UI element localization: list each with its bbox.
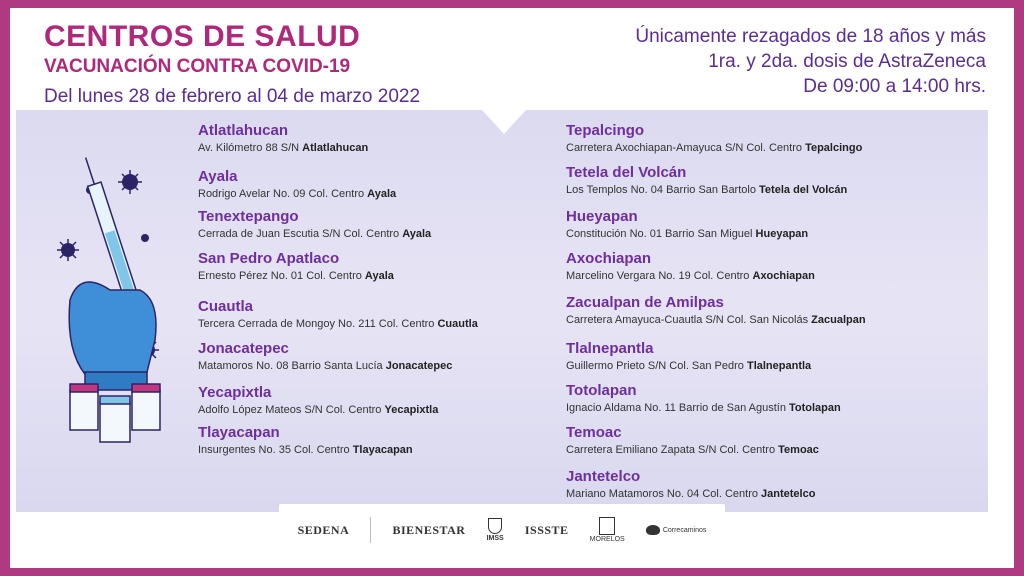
center-street: Mariano Matamoros No. 04 Col. Centro <box>566 488 758 500</box>
center-entry <box>198 384 438 416</box>
center-address <box>198 404 438 416</box>
center-town: Tlalnepantla <box>746 360 812 372</box>
center-town: Totolapan <box>789 402 841 414</box>
panel-notch <box>482 110 526 134</box>
center-town: Cuautla <box>437 318 478 330</box>
center-address <box>566 228 808 240</box>
logos-footer <box>279 504 725 556</box>
imss-label: IMSS <box>486 535 504 542</box>
center-street: Ernesto Pérez No. 01 Col. Centro <box>198 270 362 282</box>
center-town: Temoac <box>778 444 819 456</box>
center-name: San Pedro Apatlaco <box>198 250 340 267</box>
center-address <box>566 314 866 326</box>
info-line-3: De 09:00 a 14:00 hrs. <box>803 76 986 97</box>
center-address <box>566 270 815 282</box>
center-name: Tenextepango <box>198 208 299 225</box>
sedena-logo <box>298 523 350 538</box>
center-town: Tepalcingo <box>805 142 863 154</box>
center-town: Atlatlahucan <box>302 142 369 154</box>
info-line-1: Únicamente rezagados de 18 años y más <box>635 26 986 47</box>
center-name: Tlalnepantla <box>566 340 654 357</box>
center-address <box>566 444 819 456</box>
subtitle: VACUNACIÓN CONTRA COVID-19 <box>44 56 351 77</box>
center-street: Rodrigo Avelar No. 09 Col. Centro <box>198 188 365 200</box>
center-street: Ignacio Aldama No. 11 Barrio de San Agustín <box>566 402 786 414</box>
center-address <box>566 184 847 196</box>
center-name: Cuautla <box>198 298 254 315</box>
center-address <box>566 488 815 500</box>
center-entry <box>566 382 841 414</box>
center-street: Marcelino Vergara No. 19 Col. Centro <box>566 270 750 282</box>
center-entry <box>198 298 478 330</box>
center-name: Axochiapan <box>566 250 652 267</box>
center-entry <box>198 122 368 154</box>
bienestar-logo <box>393 523 466 538</box>
center-name: Yecapixtla <box>198 384 272 401</box>
center-town: Ayala <box>402 228 432 240</box>
center-address <box>198 444 413 456</box>
center-address <box>198 270 394 282</box>
center-entry <box>566 294 866 326</box>
center-name: Atlatlahucan <box>198 122 289 139</box>
center-name: Zacualpan de Amilpas <box>566 294 724 311</box>
center-street: Carretera Amayuca-Cuautla S/N Col. San Nicolás <box>566 314 809 326</box>
center-town: Ayala <box>364 270 394 282</box>
center-town: Jantetelco <box>761 488 816 500</box>
info-line-2: 1ra. y 2da. dosis de AstraZeneca <box>708 51 986 72</box>
brigada-bird-icon <box>646 525 660 535</box>
issste-logo <box>525 523 569 538</box>
dates: Del lunes 28 de febrero al 04 de marzo 2022 <box>44 86 421 107</box>
center-name: Totolapan <box>566 382 637 399</box>
center-name: Ayala <box>198 168 238 185</box>
center-town: Yecapixtla <box>384 404 439 416</box>
center-town: Tlayacapan <box>352 444 413 456</box>
center-address <box>566 402 841 414</box>
divider <box>370 517 371 543</box>
center-entry <box>198 208 431 240</box>
center-entry <box>566 340 811 372</box>
center-town: Ayala <box>367 188 397 200</box>
sedena-label: SEDENA <box>297 522 350 537</box>
center-entry <box>566 122 862 154</box>
center-address <box>198 318 478 330</box>
center-town: Axochiapan <box>752 270 815 282</box>
header-left <box>44 20 420 108</box>
center-entry <box>198 340 452 372</box>
center-entry <box>198 250 394 282</box>
brigada-label: Correcaminos <box>662 526 707 534</box>
center-street: Constitución No. 01 Barrio San Miguel <box>566 228 753 240</box>
center-name: Tepalcingo <box>566 122 645 139</box>
title: CENTROS DE SALUD <box>44 20 361 53</box>
center-address <box>566 142 862 154</box>
center-name: Hueyapan <box>566 208 638 225</box>
center-address <box>198 360 452 372</box>
center-street: Adolfo López Mateos S/N Col. Centro <box>198 404 382 416</box>
center-entry <box>566 468 815 500</box>
imss-logo <box>487 518 504 542</box>
center-street: Cerrada de Juan Escutia S/N Col. Centro <box>198 228 400 240</box>
center-town: Hueyapan <box>755 228 809 240</box>
center-street: Av. Kilómetro 88 S/N <box>198 142 300 154</box>
center-name: Jantetelco <box>566 468 641 485</box>
center-town: Zacualpan <box>811 314 866 326</box>
center-address <box>198 228 431 240</box>
center-name: Tetela del Volcán <box>566 164 687 181</box>
center-entry <box>566 164 847 196</box>
center-street: Matamoros No. 08 Barrio Santa Lucía <box>198 360 383 372</box>
center-town: Tetela del Volcán <box>759 184 848 196</box>
center-street: Los Templos No. 04 Barrio San Bartolo <box>566 184 756 196</box>
morelos-emblem-icon <box>599 517 615 535</box>
center-town: Jonacatepec <box>385 360 453 372</box>
center-name: Jonacatepec <box>198 340 289 357</box>
center-entry <box>566 250 815 282</box>
bienestar-label: BIENESTAR <box>392 522 466 537</box>
morelos-label: MORELOS <box>589 536 625 543</box>
center-street: Carretera Axochiapan-Amayuca S/N Col. Centro <box>566 142 802 154</box>
center-street: Insurgentes No. 35 Col. Centro <box>198 444 350 456</box>
issste-label: ISSSTE <box>524 522 569 537</box>
center-entry <box>198 424 413 456</box>
center-street: Carretera Emiliano Zapata S/N Col. Centro <box>566 444 776 456</box>
header-info <box>635 24 986 99</box>
morelos-logo <box>590 517 625 543</box>
brigada-logo <box>646 525 707 535</box>
center-street: Guillermo Prieto S/N Col. San Pedro <box>566 360 744 372</box>
vaccine-illustration-icon <box>50 140 190 450</box>
center-address <box>566 360 811 372</box>
center-street: Tercera Cerrada de Mongoy No. 211 Col. Centro <box>198 318 435 330</box>
center-entry <box>566 208 808 240</box>
center-name: Tlayacapan <box>198 424 280 441</box>
center-address <box>198 142 368 154</box>
center-entry <box>198 168 396 200</box>
imss-shield-icon <box>488 518 502 534</box>
center-entry <box>566 424 819 456</box>
center-address <box>198 188 396 200</box>
center-name: Temoac <box>566 424 622 441</box>
